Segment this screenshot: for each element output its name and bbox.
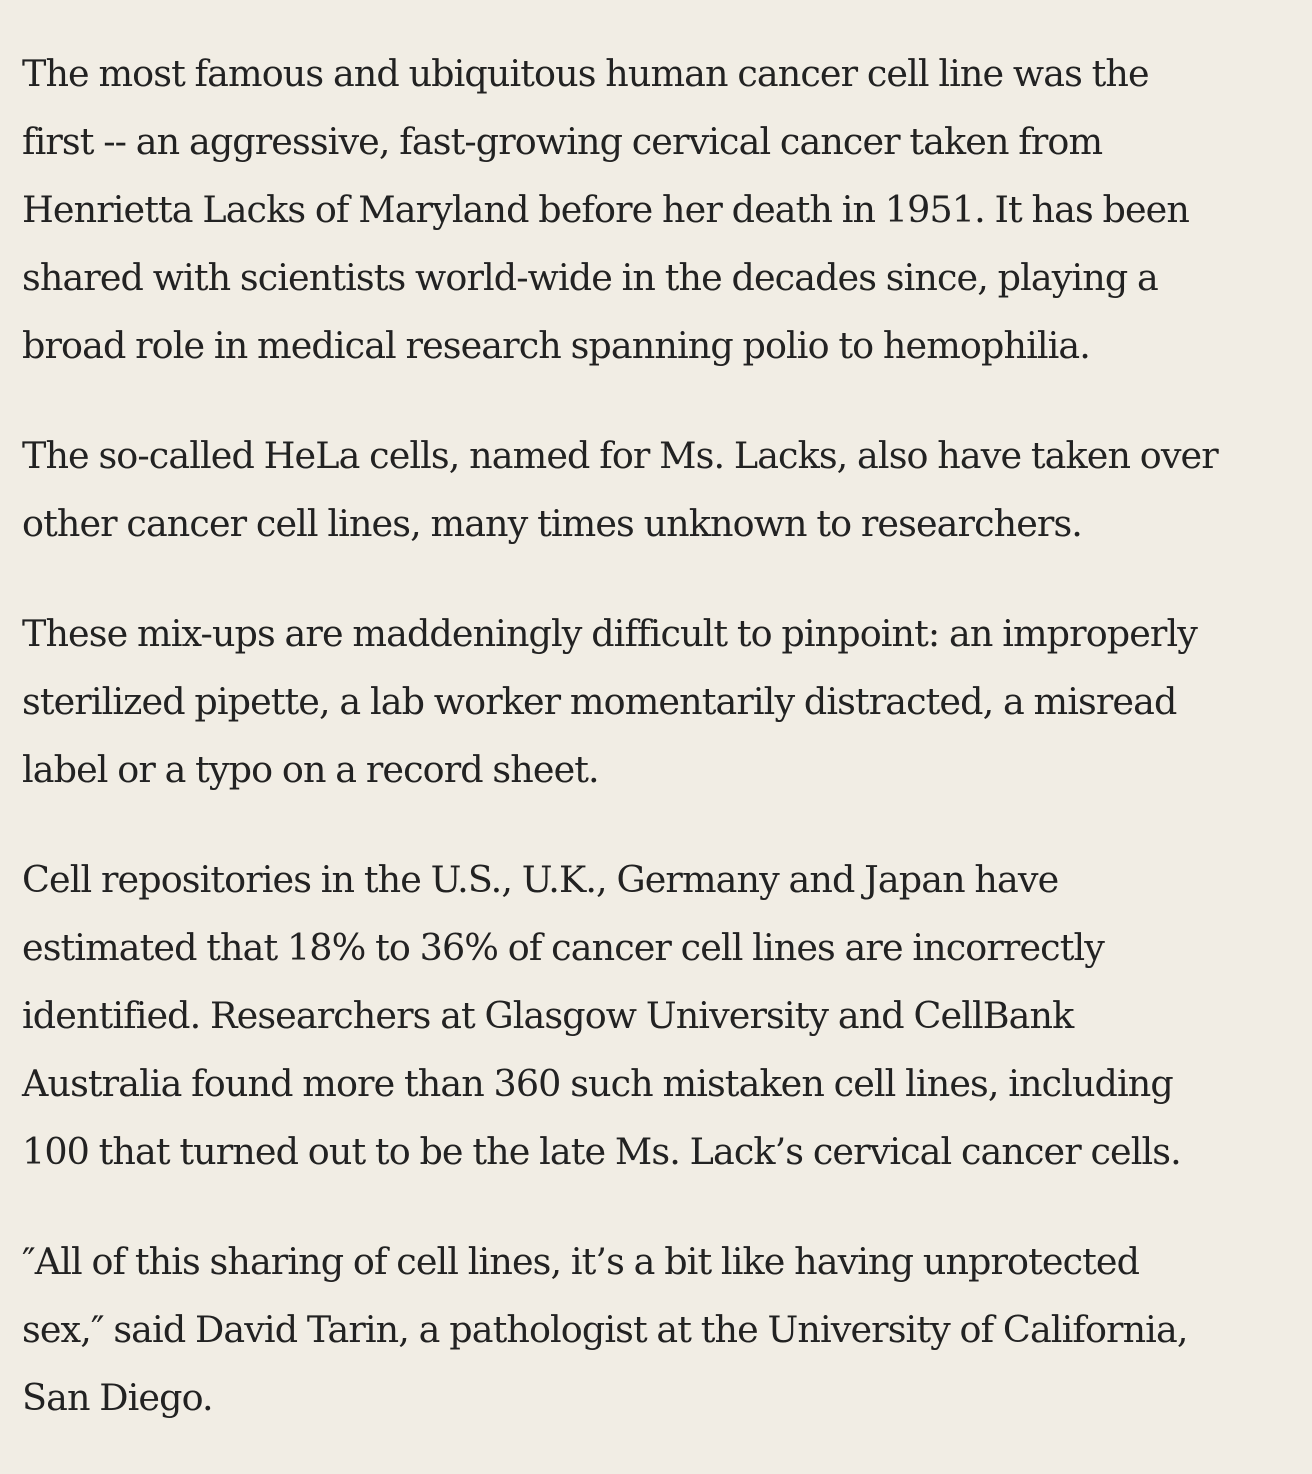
text-line: The most famous and ubiquitous human cancer cell line was the xyxy=(22,52,1149,95)
paragraph-hela-origin xyxy=(22,40,1312,380)
text-line: sterilized pipette, a lab worker momentarily distracted, a misread xyxy=(22,680,1177,723)
text-line: estimated that 18% to 36% of cancer cell lines are incorrectly xyxy=(22,926,1104,969)
text-line: label or a typo on a record sheet. xyxy=(22,748,599,791)
article-body xyxy=(22,40,1312,1474)
text-line: San Diego. xyxy=(22,1376,213,1419)
paragraph-hela-contamination xyxy=(22,422,1312,558)
text-line: broad role in medical research spanning polio to hemophilia. xyxy=(22,324,1090,367)
text-line: identified. Researchers at Glasgow University and CellBank xyxy=(22,994,1074,1037)
text-line: first -- an aggressive, fast-growing cervical cancer taken from xyxy=(22,120,1103,163)
text-line: ″All of this sharing of cell lines, it’s a bit like having unprotected xyxy=(22,1240,1140,1283)
text-line: Australia found more than 360 such mistaken cell lines, including xyxy=(22,1062,1173,1105)
paragraph-mix-ups xyxy=(22,600,1312,804)
text-line: Henrietta Lacks of Maryland before her death in 1951. It has been xyxy=(22,188,1189,231)
text-line: The so-called HeLa cells, named for Ms. Lacks, also have taken over xyxy=(22,434,1218,477)
paragraph-quote xyxy=(22,1228,1312,1432)
text-line: shared with scientists world-wide in the decades since, playing a xyxy=(22,256,1158,299)
text-line: sex,″ said David Tarin, a pathologist at the University of California, xyxy=(22,1308,1188,1351)
paragraph-repositories xyxy=(22,846,1312,1186)
text-line: Cell repositories in the U.S., U.K., Germany and Japan have xyxy=(22,858,1059,901)
text-line: other cancer cell lines, many times unknown to researchers. xyxy=(22,502,1083,545)
text-line: These mix-ups are maddeningly difficult to pinpoint: an improperly xyxy=(22,612,1197,655)
text-line: 100 that turned out to be the late Ms. Lack’s cervical cancer cells. xyxy=(22,1130,1181,1173)
